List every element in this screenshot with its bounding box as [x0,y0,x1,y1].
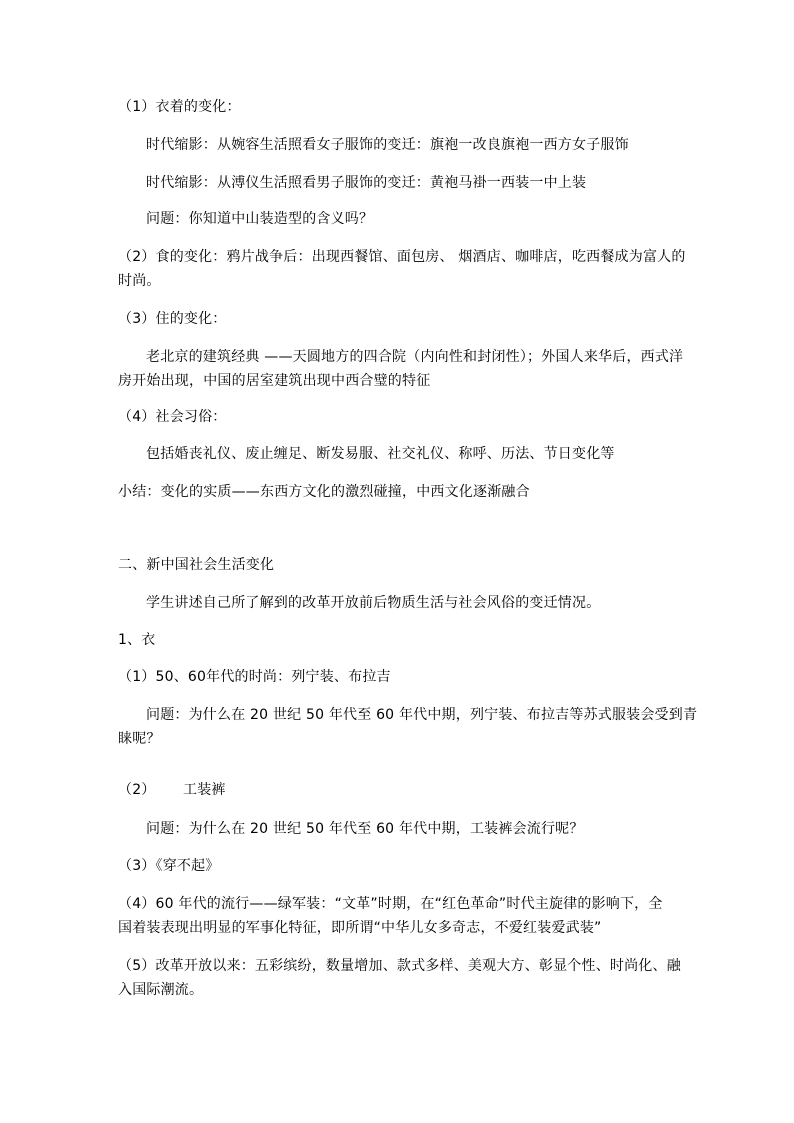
section-heading-housing: （3）住的变化： [118,311,227,327]
paragraph-line: 包括婚丧礼仪、废止缠足、断发易服、社交礼仪、称呼、历法、节日变化等 [146,446,615,462]
paragraph-line: 学生讲述自己所了解到的改革开放前后物质生活与社会风俗的变迁情况。 [146,595,601,611]
paragraph-line: 时尚。 [118,273,161,289]
list-item-label: 工装裤 [183,782,226,798]
paragraph-line: 房开始出现，中国的居室建筑出现中西合璧的特征 [118,373,431,389]
chapter-heading: 二、新中国社会生活变化 [118,557,275,573]
question-line: 问题：为什么在 20 世纪 50 年代至 60 年代中期，工装裤会流行呢？ [146,821,584,837]
list-item: （4）60 年代的流行——绿军装：“文革”时期，在“红色革命”时代主旋律的影响下，全 [118,896,663,912]
subsection-heading: 1、衣 [118,632,156,648]
question-line: 问题：你知道中山装造型的含义吗？ [146,211,374,227]
list-item-number: （2） [118,782,156,798]
section-heading-food: （2）食的变化：鸦片战争后：出现西餐馆、面包房、 烟酒店、咖啡店，吃西餐成为富人的 [118,249,686,265]
list-item: （3）《穿不起》 [118,858,220,874]
list-item: （5）改革开放以来：五彩缤纷，数量增加、款式多样、美观大方、彰显个性、时尚化、融 [118,958,681,974]
summary-line: 小结：变化的实质——东西方文化的激烈碰撞，中西文化逐渐融合 [118,484,530,500]
paragraph-line: 时代缩影：从婉容生活照看女子服饰的变迁：旗袍一改良旗袍一西方女子服饰 [146,137,629,153]
question-line: 问题：为什么在 20 世纪 50 年代至 60 年代中期，列宁装、布拉吉等苏式服装会受到青 [146,707,698,723]
paragraph-line: 睐呢？ [118,731,161,747]
list-item: （1）50、60年代的时尚：列宁装、布拉吉 [118,669,391,685]
paragraph-line: 入国际潮流。 [118,982,204,998]
paragraph-line: 老北京的建筑经典 ——天圆地方的四合院（内向性和封闭性）；外国人来华后，西式洋 [146,349,684,365]
paragraph-line: 时代缩影：从溥仪生活照看男子服饰的变迁：黄袍马褂一西装一中上装 [146,175,587,191]
section-heading-customs: （4）社会习俗： [118,409,227,425]
section-heading-clothing: （1）衣着的变化： [118,99,241,115]
paragraph-line: 国着装表现出明显的军事化特征，即所谓“中华儿女多奇志，不爱红装爱武装” [118,920,602,936]
